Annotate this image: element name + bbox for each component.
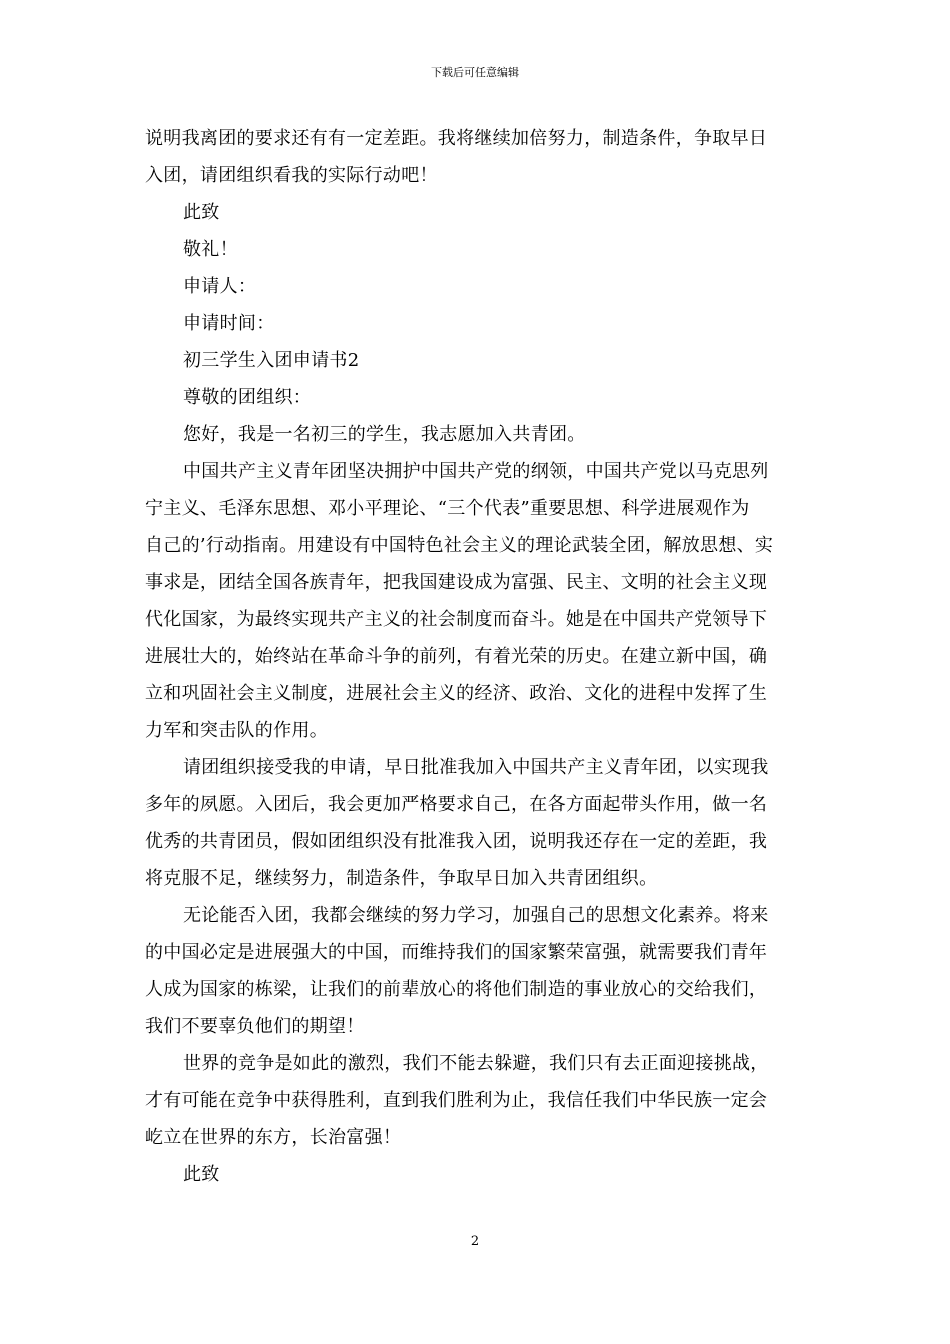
application-date-label: 申请时间：	[183, 313, 275, 334]
text-line: 立和巩固社会主义制度，进展社会主义的经济、政治、文化的进程中发挥了生	[145, 683, 768, 704]
text-line: 事求是，团结全国各族青年，把我国建设成为富强、民主、文明的社会主义现	[145, 572, 768, 593]
text-line: 入团，请团组织看我的实际行动吧！	[145, 165, 438, 186]
text-line: 世界的竞争是如此的激烈，我们不能去躲避，我们只有去正面迎接挑战，	[183, 1053, 769, 1074]
text-line: 才有可能在竞争中获得胜利，直到我们胜利为止，我信任我们中华民族一定会	[145, 1090, 768, 1111]
greeting: 尊敬的团组织：	[183, 387, 312, 408]
text-line: 代化国家，为最终实现共产主义的社会制度而奋斗。她是在中国共产党领导下	[145, 609, 768, 630]
text-line: 您好，我是一名初三的学生，我志愿加入共青团。	[183, 424, 586, 445]
salutation-closing: 此致	[183, 1164, 220, 1185]
text-line: 进展壮大的，始终站在革命斗争的前列，有着光荣的历史。在建立新中国，确	[145, 646, 768, 667]
salutation-regards: 敬礼！	[183, 239, 238, 260]
text-line: 我们不要辜负他们的期望！	[145, 1016, 365, 1037]
text-line: 优秀的共青团员，假如团组织没有批准我入团，说明我还存在一定的差距，我	[145, 831, 768, 852]
page-number: 2	[470, 1234, 480, 1249]
section-title: 初三学生入团申请书2	[183, 350, 360, 371]
text-line: 人成为国家的栋梁，让我们的前辈放心的将他们制造的事业放心的交给我们，	[145, 979, 768, 1000]
text-line: 屹立在世界的东方，长治富强！	[145, 1127, 402, 1148]
text-line: 无论能否入团，我都会继续的努力学习，加强自己的思想文化素养。将来	[183, 905, 769, 926]
text-line: 请团组织接受我的申请，早日批准我加入中国共产主义青年团，以实现我	[183, 757, 769, 778]
applicant-label: 申请人：	[183, 276, 257, 297]
text-line: 宁主义、毛泽东思想、邓小平理论、“三个代表”重要思想、科学进展观作为	[145, 498, 750, 519]
text-line: 将克服不足，继续努力，制造条件，争取早日加入共青团组织。	[145, 868, 658, 889]
page-header: 下载后可任意编辑	[431, 66, 519, 79]
document-body	[145, 120, 809, 1193]
text-line: 自己的’行动指南。用建设有中国特色社会主义的理论武装全团，解放思想、实	[145, 535, 774, 556]
text-line: 的中国必定是进展强大的中国，而维持我们的国家繁荣富强，就需要我们青年	[145, 942, 768, 963]
text-line: 多年的夙愿。入团后，我会更加严格要求自己，在各方面起带头作用，做一名	[145, 794, 768, 815]
text-line: 力军和突击队的作用。	[145, 720, 328, 741]
salutation-closing: 此致	[183, 202, 220, 223]
text-line: 说明我离团的要求还有有一定差距。我将继续加倍努力，制造条件，争取早日	[145, 128, 768, 149]
text-line: 中国共产主义青年团坚决拥护中国共产党的纲领，中国共产党以马克思列	[183, 461, 769, 482]
